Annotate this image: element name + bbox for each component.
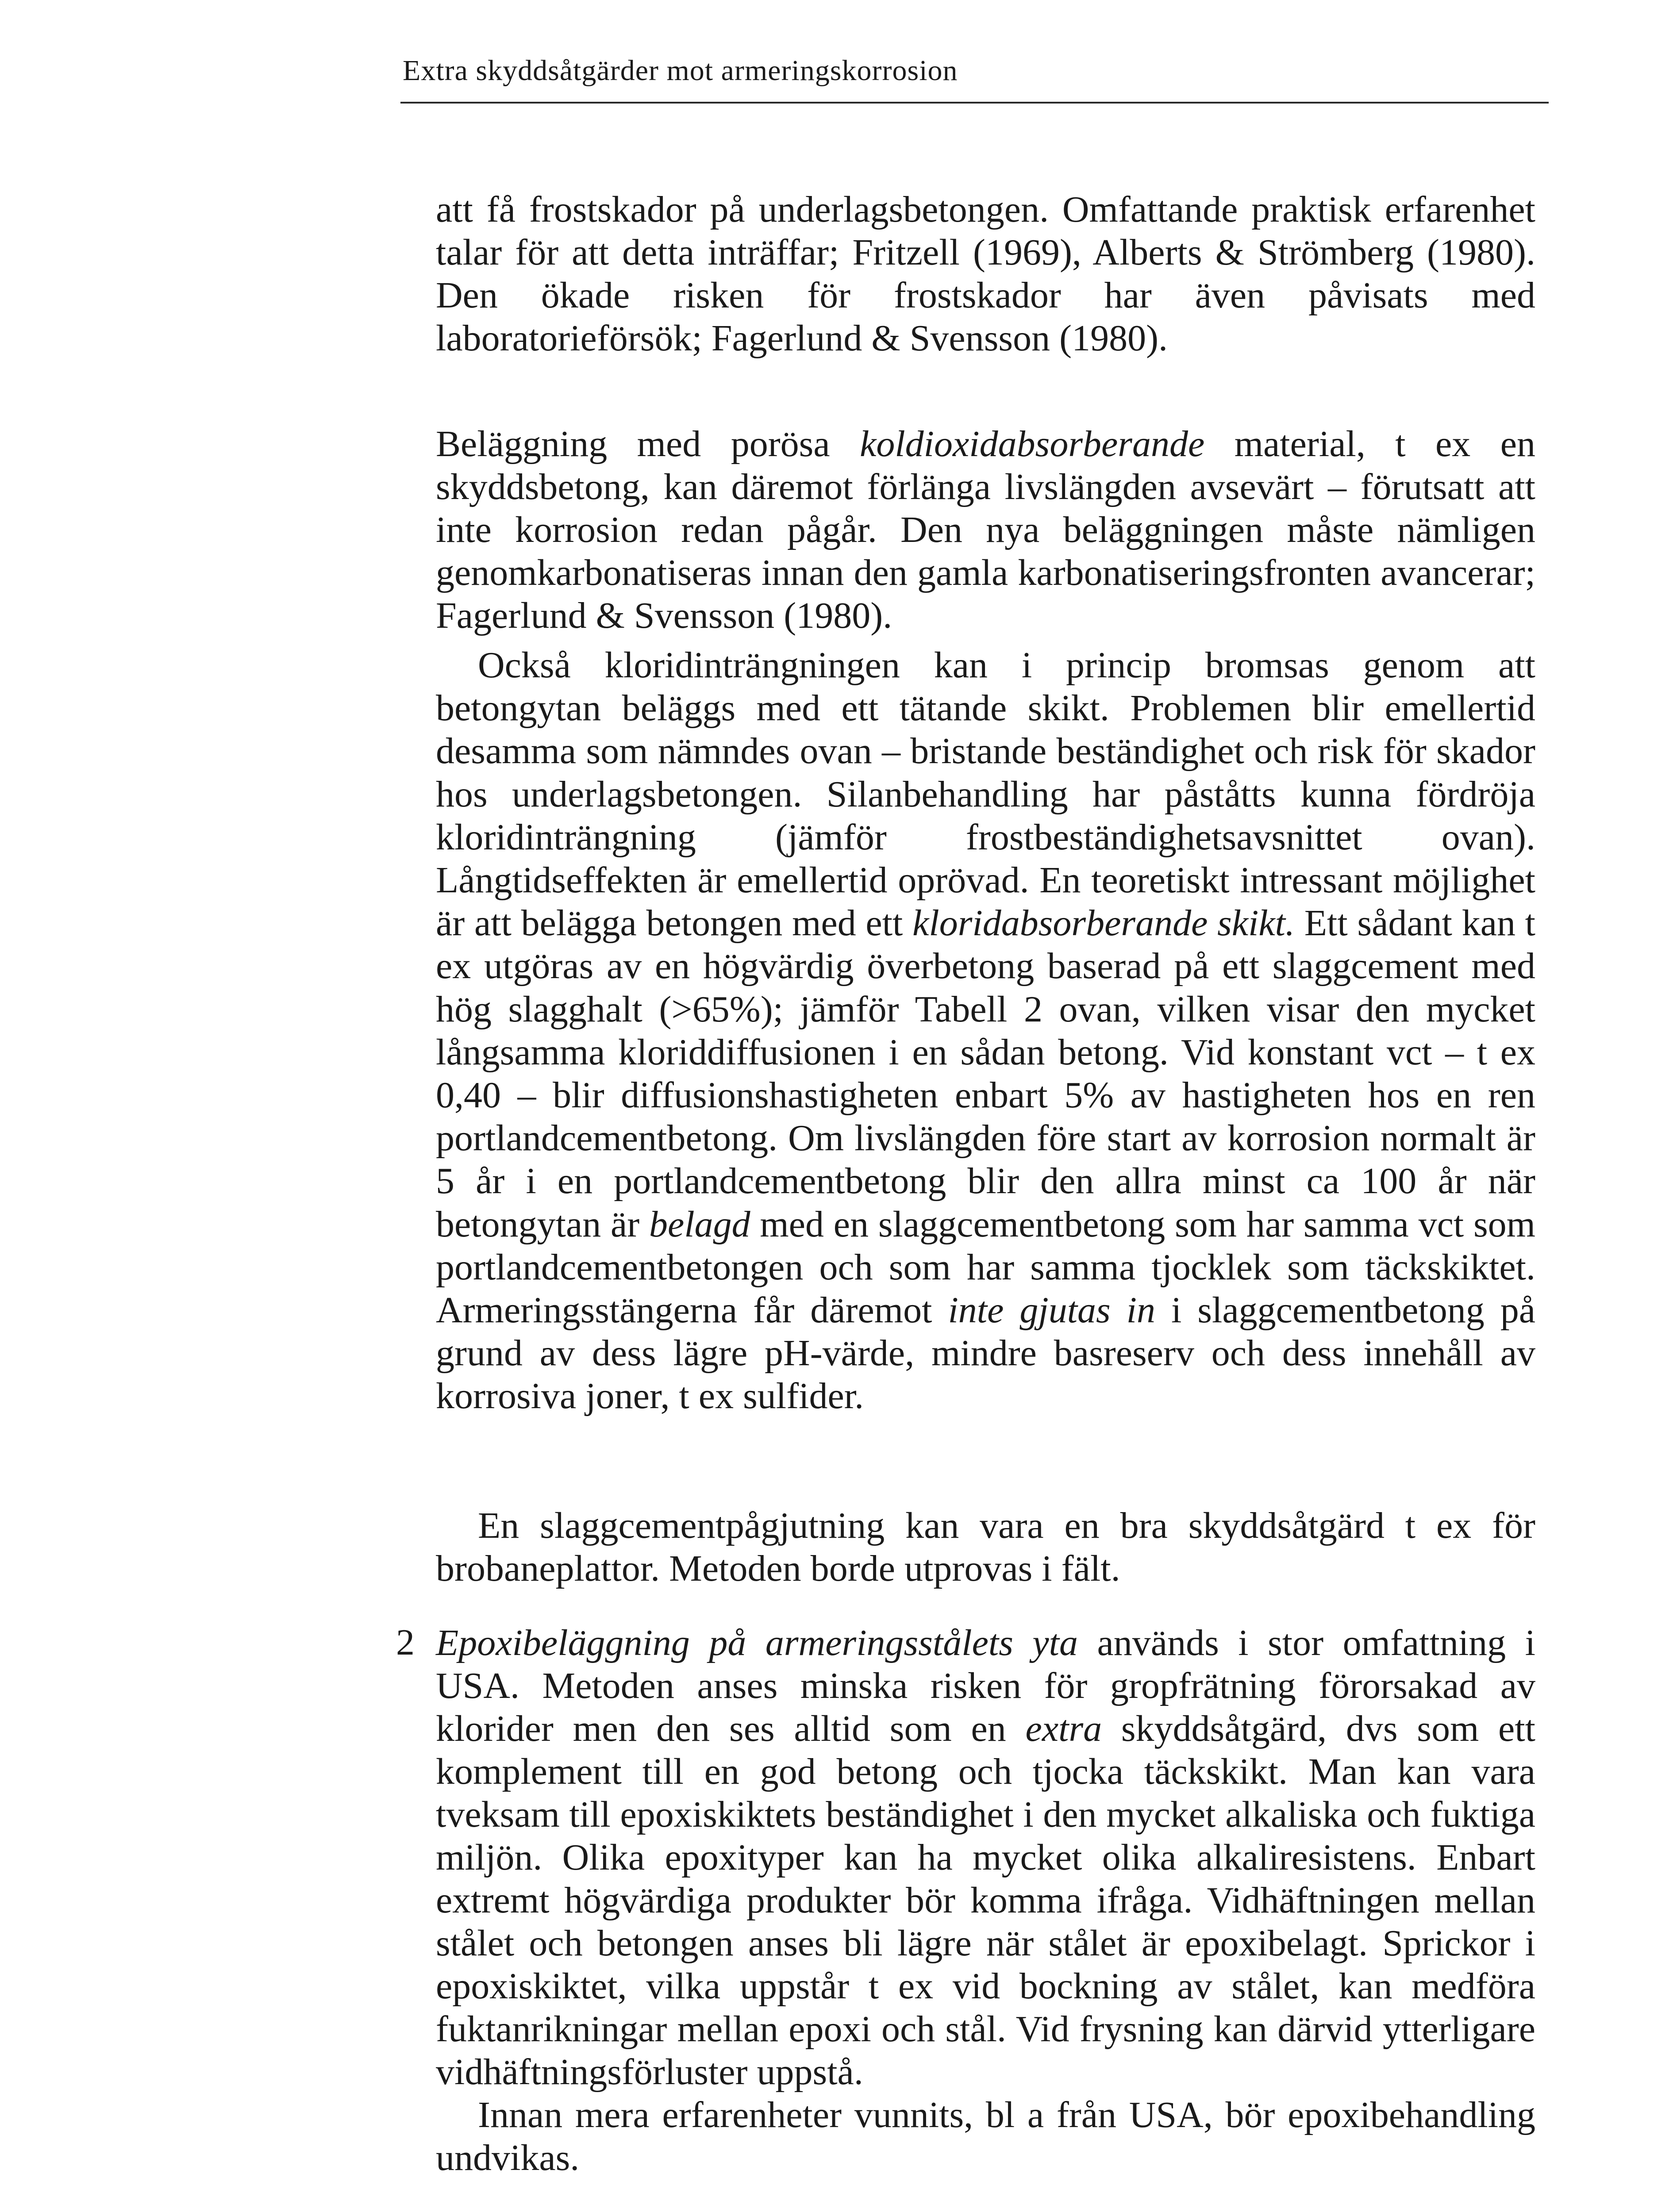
paragraph-text: Också kloridinträngningen kan i princip bromsas genom att betongytan beläggs med ett tätande skikt. Problemen blir emellertid desamma som nämndes ovan – bristande beständighet och risk för skador hos underlagsbetongen. Silanbehandling har påståtts kunna fördröja kloridinträngning (jämför frostbeständighetsavsnittet ovan). Långtidseffekten är emellertid oprövad. En teoretiskt intressant möjlighet är att belägga betongen med ett bbox=[436, 645, 1535, 944]
emphasis: belagd bbox=[649, 1203, 750, 1245]
emphasis: koldioxidabsorberande bbox=[860, 423, 1205, 465]
paragraph-continuation bbox=[436, 188, 1535, 360]
paragraph bbox=[436, 422, 1535, 637]
running-header: Extra skyddsåtgärder mot armeringskorrosion bbox=[403, 54, 958, 87]
paragraph bbox=[436, 644, 1535, 1418]
paragraph-text: Beläggning med porösa bbox=[436, 423, 860, 465]
emphasis: inte gjutas in bbox=[948, 1290, 1156, 1331]
paragraph-text: En slaggcementpågjutning kan vara en bra skyddsåtgärd t ex för brobaneplattor. Metoden borde utprovas i fält. bbox=[436, 1505, 1535, 1589]
emphasis: kloridabsorberande skikt. bbox=[912, 902, 1295, 944]
paragraph-text: att få frostskador på underlagsbetongen. Omfattande praktisk erfarenhet talar för att detta inträffar; Fritzell (1969), Alberts & Strömberg (1980). Den ökade risken för frostskador har även påvisats med laboratorieförsök; Fagerlund & Svensson (1980). bbox=[436, 189, 1535, 359]
paragraph-text: skyddsåtgärd, dvs som ett komplement till en god betong och tjocka täckskikt. Man kan vara tveksam till epoxiskiktets beständighet i den mycket alkaliska och fuktiga miljön. Olika epoxityper kan ha mycket olika alkaliresistens. Enbart extremt högvärdiga produkter bör komma ifråga. Vidhäftningen mellan stålet och betongen anses bli lägre när stålet är epoxibelagt. Sprickor i epoxiskiktet, vilka uppstår t ex vid bockning av stålet, kan medföra fuktanrikningar mellan epoxi och stål. Vid frysning kan därvid ytterligare vidhäftningsförluster uppstå. bbox=[436, 1708, 1535, 2093]
paragraph bbox=[436, 1504, 1535, 1590]
paragraph-text: Ett sådant kan t ex utgöras av en högvärdig överbetong baserad på ett slaggcement med hög slagghalt (>65%); jämför Tabell 2 ovan, vilken visar den mycket långsamma kloriddiffusionen i en sådan betong. Vid konstant vct – t ex 0,40 – blir diffusionshastigheten enbart 5% av hastigheten hos en ren portlandcementbetong. Om livslängden före start av korrosion normalt är 5 år i en portlandcementbetong blir den allra minst ca 100 år när betongytan är bbox=[436, 902, 1536, 1245]
paragraph-text: material, t ex en skyddsbetong, kan däremot förlänga livslängden avsevärt – förutsatt att inte korrosion redan pågår. Den nya beläggningen måste nämligen genomkarbonatiseras innan den gamla karbonatiseringsfronten avancerar; Fagerlund & Svensson (1980). bbox=[436, 423, 1535, 636]
paragraph-text: i slaggcementbetong på grund av dess lägre pH-värde, mindre basreserv och dess innehåll av korrosiva joner, t ex sulfider. bbox=[436, 1290, 1535, 1417]
emphasis: extra bbox=[1025, 1708, 1102, 1749]
paragraph-text: används i stor omfattning i USA. Metoden anses minska risken för gropfrätning förorsakad av klorider men den ses alltid som en bbox=[436, 1622, 1535, 1749]
emphasis: Epoxibeläggning på armeringsstålets yta bbox=[436, 1622, 1078, 1663]
list-item bbox=[436, 1621, 1535, 2179]
paragraph-text: med en slaggcementbetong som har samma vct som portlandcementbetongen och som har samma tjocklek som täckskiktet. Armeringsstängerna får däremot bbox=[436, 1203, 1535, 1331]
list-number: 2 bbox=[396, 1622, 415, 1663]
paragraph-text: Innan mera erfarenheter vunnits, bl a från USA, bör epoxibehandling undvikas. bbox=[436, 2094, 1535, 2178]
